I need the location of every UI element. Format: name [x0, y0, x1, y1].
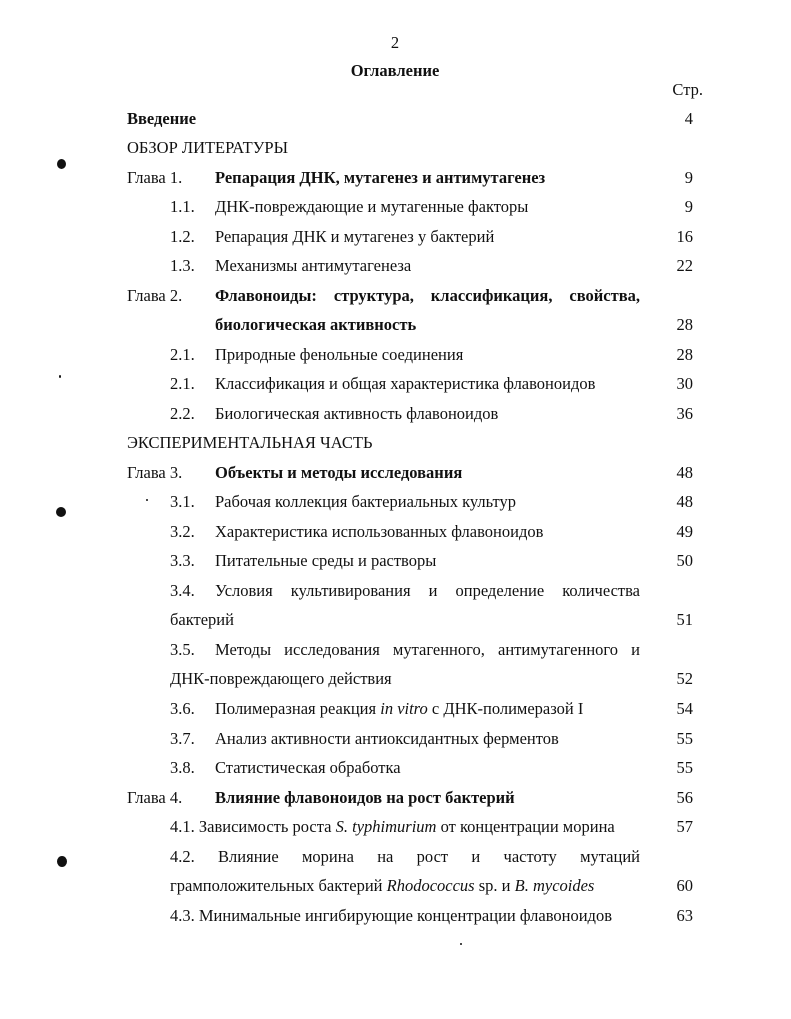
section-3-7-page: 55 — [676, 729, 693, 748]
chapter-4-title: Влияние флавоноидов на рост бактерий — [215, 788, 515, 807]
section-1-2-page: 16 — [676, 227, 693, 246]
chapter-1-page: 9 — [684, 168, 693, 187]
chapter-2-page: 28 — [676, 315, 693, 334]
section-3-8-number: 3.8. — [170, 758, 195, 777]
section-4-3-page: 63 — [676, 906, 693, 925]
section-4-2-line2-mid: sp. и — [474, 876, 515, 895]
section-4-1-title — [170, 817, 615, 837]
section-1-1-page: 9 — [684, 197, 693, 216]
chapter-4-page: 56 — [676, 788, 693, 807]
page-column-header: Стр. — [672, 80, 703, 99]
section-3-4-page: 51 — [676, 610, 693, 629]
section-experimental: ЭКСПЕРИМЕНТАЛЬНАЯ ЧАСТЬ — [127, 433, 373, 452]
section-1-2-title: Репарация ДНК и мутагенез у бактерий — [215, 227, 495, 246]
section-3-4-title-line1: Условия культивирования и определение количества — [215, 581, 640, 600]
scan-speck — [59, 375, 61, 378]
section-3-2-page: 49 — [676, 522, 693, 541]
section-3-6-title-italic: in vitro — [380, 699, 428, 718]
scan-mark — [57, 856, 67, 867]
section-2-1a-page: 28 — [676, 345, 693, 364]
section-1-3-page: 22 — [676, 256, 693, 275]
section-3-8-title: Статистическая обработка — [215, 758, 401, 777]
chapter-3-title: Объекты и методы исследования — [215, 463, 463, 482]
section-1-2-number: 1.2. — [170, 227, 195, 246]
section-2-2-number: 2.2. — [170, 404, 195, 423]
section-2-2-page: 36 — [676, 404, 693, 423]
chapter-3-page: 48 — [676, 463, 693, 482]
section-2-1a-title: Природные фенольные соединения — [215, 345, 464, 364]
section-3-5-page: 52 — [676, 669, 693, 688]
section-2-1a-number: 2.1. — [170, 345, 195, 364]
section-3-4-title-line2: бактерий — [170, 610, 234, 629]
section-2-1b-title: Классификация и общая характеристика флавоноидов — [215, 374, 596, 393]
section-3-2-title: Характеристика использованных флавоноидов — [215, 522, 544, 541]
section-3-3-title: Питательные среды и растворы — [215, 551, 437, 570]
section-3-5-title-line1: Методы исследования мутагенного, антимутагенного и — [215, 640, 640, 659]
section-3-6-title — [215, 699, 583, 719]
section-3-1-page: 48 — [676, 492, 693, 511]
section-3-2-number: 3.2. — [170, 522, 195, 541]
section-3-7-title: Анализ активности антиоксидантных ферментов — [215, 729, 559, 748]
section-4-1-page: 57 — [676, 817, 693, 836]
section-4-1-italic: S. typhimurium — [335, 817, 437, 836]
section-3-1-title: Рабочая коллекция бактериальных культур — [215, 492, 517, 511]
section-4-2-line2-italic1: Rhodococcus — [386, 876, 475, 895]
section-3-7-number: 3.7. — [170, 729, 195, 748]
section-4-3-title: 4.3. Минимальные ингибирующие концентрации флавоноидов — [170, 906, 612, 925]
scan-speck — [460, 943, 462, 945]
page-number: 2 — [390, 33, 400, 52]
section-3-5-title-line2: ДНК-повреждающего действия — [170, 669, 392, 688]
scan-mark — [57, 159, 66, 169]
scan-mark — [56, 507, 66, 517]
section-1-1-title: ДНК-повреждающие и мутагенные факторы — [215, 197, 529, 216]
toc-title: Оглавление — [350, 61, 440, 80]
section-3-4-number: 3.4. — [170, 581, 195, 600]
section-4-2-title-line2 — [170, 876, 594, 896]
chapter-2-title-line1: Флавоноиды: структура, классификация, свойства, — [215, 286, 640, 305]
section-4-2-title-line1: 4.2. Влияние морина на рост и частоту мутаций — [170, 847, 640, 866]
chapter-2-title-line2: биологическая активность — [215, 315, 417, 334]
section-1-1-number: 1.1. — [170, 197, 195, 216]
section-4-1-pre: 4.1. Зависимость роста — [170, 817, 336, 836]
section-3-6-title-pre: Полимеразная реакция — [215, 699, 381, 718]
chapter-1-number: Глава 1. — [127, 168, 183, 187]
section-4-1-post: от концентрации морина — [436, 817, 615, 836]
section-2-1b-number: 2.1. — [170, 374, 195, 393]
chapter-4-number: Глава 4. — [127, 788, 183, 807]
section-1-3-number: 1.3. — [170, 256, 195, 275]
chapter-2-number: Глава 2. — [127, 286, 183, 305]
section-3-5-number: 3.5. — [170, 640, 195, 659]
section-4-2-line2-italic2: B. mycoides — [514, 876, 595, 895]
chapter-3-number: Глава 3. — [127, 463, 183, 482]
section-3-3-number: 3.3. — [170, 551, 195, 570]
section-3-8-page: 55 — [676, 758, 693, 777]
section-3-6-number: 3.6. — [170, 699, 195, 718]
chapter-1-title: Репарация ДНК, мутагенез и антимутагенез — [215, 168, 546, 187]
scan-speck — [146, 499, 148, 501]
section-literature-review: ОБЗОР ЛИТЕРАТУРЫ — [127, 138, 288, 157]
section-3-3-page: 50 — [676, 551, 693, 570]
section-4-2-line2-pre: грамположительных бактерий — [170, 876, 387, 895]
toc-intro-page: 4 — [684, 109, 693, 128]
section-4-2-page: 60 — [676, 876, 693, 895]
section-3-6-page: 54 — [676, 699, 693, 718]
section-2-1b-page: 30 — [676, 374, 693, 393]
toc-intro-label: Введение — [127, 109, 197, 128]
section-3-6-title-post: с ДНК-полимеразой I — [427, 699, 584, 718]
section-3-1-number: 3.1. — [170, 492, 195, 511]
section-1-3-title: Механизмы антимутагенеза — [215, 256, 412, 275]
section-2-2-title: Биологическая активность флавоноидов — [215, 404, 499, 423]
